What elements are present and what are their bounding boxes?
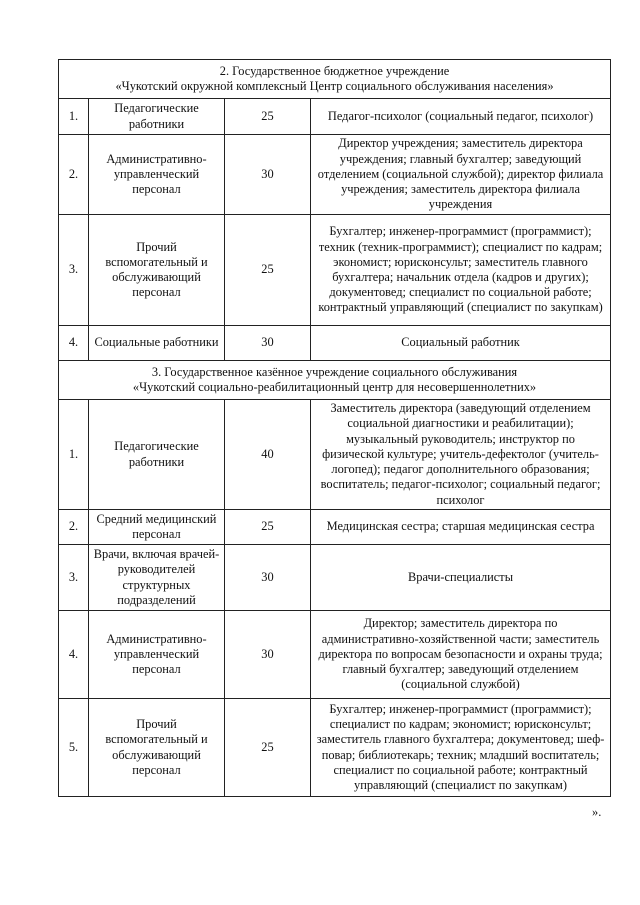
row-positions: Педагог-психолог (социальный педагог, психолог): [311, 99, 611, 135]
row-category: Прочий вспомогательный и обслуживающий персонал: [89, 699, 225, 797]
row-category: Административно-управленческий персонал: [89, 135, 225, 215]
row-positions: Директор; заместитель директора по административно-хозяйственной части; заместитель директора по вопросам безопасности и охраны труда; главный бухгалтер; заведующий отделением (социальной службой): [311, 611, 611, 699]
table-row: [59, 215, 611, 326]
row-number: 3.: [59, 545, 89, 611]
row-positions: Социальный работник: [311, 326, 611, 361]
section-title-line2: «Чукотский окружной комплексный Центр социального обслуживания населения»: [115, 79, 554, 93]
row-percent: 25: [225, 699, 311, 797]
table-row: [59, 326, 611, 361]
row-number: 1.: [59, 400, 89, 510]
row-number: 2.: [59, 135, 89, 215]
row-number: 4.: [59, 611, 89, 699]
table-row: [59, 611, 611, 699]
section-header-row: [59, 361, 611, 400]
table-row: [59, 545, 611, 611]
row-percent: 25: [225, 215, 311, 326]
row-category: Социальные работники: [89, 326, 225, 361]
table-row: [59, 135, 611, 215]
row-category: Педагогические работники: [89, 99, 225, 135]
row-percent: 30: [225, 135, 311, 215]
row-number: 4.: [59, 326, 89, 361]
section-title-line2: «Чукотский социально-реабилитационный центр для несовершеннолетних»: [132, 380, 537, 394]
closing-quote-mark: ».: [592, 805, 602, 819]
row-positions: Медицинская сестра; старшая медицинская сестра: [311, 510, 611, 545]
row-number: 5.: [59, 699, 89, 797]
row-category: Средний медицинский персонал: [89, 510, 225, 545]
row-number: 3.: [59, 215, 89, 326]
row-positions: Заместитель директора (заведующий отделением социальной диагностики и реабилитации); музыкальный руководитель; инструктор по физической культуре; учитель-дефектолог (учитель-логопед); педагог дополнительного образования; воспитатель; педагог-психолог; социальный педагог; психолог: [311, 400, 611, 510]
row-category: Педагогические работники: [89, 400, 225, 510]
row-percent: 25: [225, 99, 311, 135]
row-percent: 30: [225, 545, 311, 611]
row-number: 1.: [59, 99, 89, 135]
row-category: Административно-управленческий персонал: [89, 611, 225, 699]
section-title: [59, 60, 611, 99]
section-title: [59, 361, 611, 400]
row-positions: Бухгалтер; инженер-программист (программист); специалист по кадрам; экономист; юрисконсульт; заместитель главного бухгалтера; документовед; шеф-повар; библиотекарь; техник; младший воспитатель; специалист по социальной работе; контрактный управляющий (специалист по закупкам): [311, 699, 611, 797]
row-number: 2.: [59, 510, 89, 545]
table-row: [59, 699, 611, 797]
table-row: [59, 99, 611, 135]
row-positions: Бухгалтер; инженер-программист (программист); техник (техник-программист); специалист по кадрам; экономист; юрисконсульт; заместитель главного бухгалтера; начальник отдела (кадров и других); документовед; специалист по социальной работе; контрактный управляющий (специалист по закупкам): [311, 215, 611, 326]
table-row: [59, 400, 611, 510]
row-positions: Директор учреждения; заместитель директора учреждения; главный бухгалтер; заведующий отделением (социальной службой); директор филиала учреждения; заместитель директора филиала учреждения: [311, 135, 611, 215]
section-title-line1: 3. Государственное казённое учреждение социального обслуживания: [151, 364, 518, 379]
table-row: [59, 510, 611, 545]
positions-table: [58, 59, 611, 797]
row-percent: 40: [225, 400, 311, 510]
row-percent: 30: [225, 611, 311, 699]
row-positions: Врачи-специалисты: [311, 545, 611, 611]
section-header-row: [59, 60, 611, 99]
section-title-line1: 2. Государственное бюджетное учреждение: [219, 63, 450, 78]
row-percent: 25: [225, 510, 311, 545]
row-category: Прочий вспомогательный и обслуживающий персонал: [89, 215, 225, 326]
row-category: Врачи, включая врачей-руководителей структурных подразделений: [89, 545, 225, 611]
row-percent: 30: [225, 326, 311, 361]
